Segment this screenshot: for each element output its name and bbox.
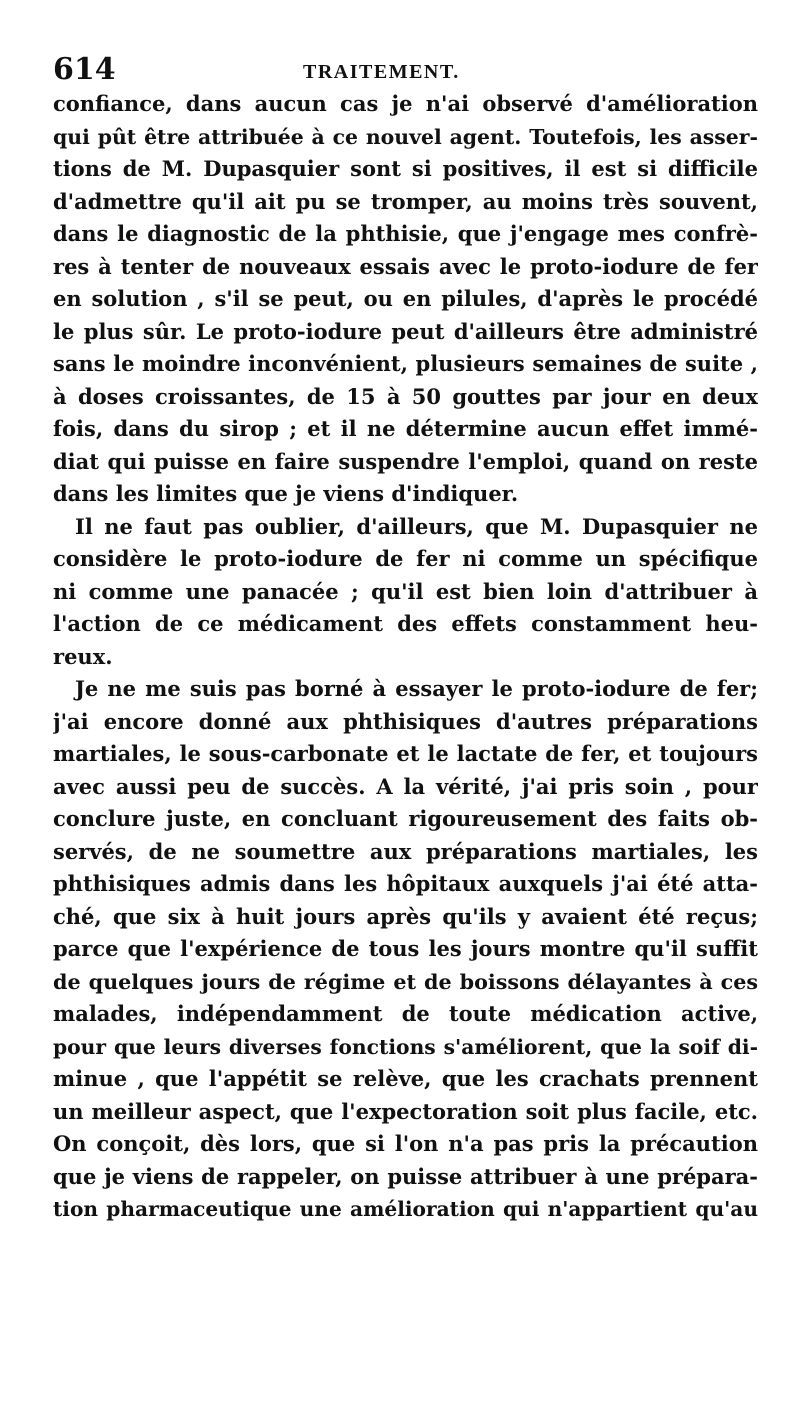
text-line: pour que leurs diverses fonctions s'améliorent, que la soif di-	[53, 1034, 758, 1059]
text-line: avec aussi peu de succès. A la vérité, j'ai pris soin , pour	[53, 773, 758, 799]
text-line: ché, que six à huit jours après qu'ils y avaient été reçus;	[53, 903, 758, 929]
text-line: confiance, dans aucun cas je n'ai observé d'amélioration	[53, 91, 758, 116]
text-line: de quelques jours de régime et de boissons délayantes à ces	[53, 969, 758, 994]
text-line: malades, indépendamment de toute médication active,	[53, 1001, 758, 1026]
body-text	[53, 88, 758, 1226]
text-line: parce que l'expérience de tous les jours montre qu'il suffit	[53, 936, 758, 961]
running-head: TRAITEMENT.	[303, 61, 460, 83]
paragraph-end-line: dans les limites que je viens d'indiquer.	[53, 481, 519, 506]
page-number: 614	[53, 52, 116, 87]
text-line: que je viens de rappeler, on puisse attribuer à une prépara-	[53, 1163, 758, 1189]
text-line: servés, de ne soumettre aux préparations martiales, les	[53, 838, 758, 864]
text-line: un meilleur aspect, que l'expectoration soit plus facile, etc.	[53, 1098, 758, 1124]
text-line: tions de M. Dupasquier sont si positives, il est si difficile	[53, 156, 758, 181]
text-line: d'admettre qu'il ait pu se tromper, au moins très souvent,	[53, 188, 758, 214]
text-line: tion pharmaceutique une amélioration qui n'appartient qu'au	[53, 1197, 758, 1221]
text-line: dans le diagnostic de la phthisie, que j'engage mes confrè-	[53, 221, 758, 246]
text-line: fois, dans du sirop ; et il ne détermine aucun effet immé-	[53, 416, 758, 441]
text-line: ni comme une panacée ; qu'il est bien loin d'attribuer à	[53, 578, 758, 604]
text-line: minue , que l'appétit se relève, que les crachats prennent	[53, 1066, 758, 1091]
text-line: l'action de ce médicament des effets constamment heu-	[53, 611, 758, 636]
paragraph-start-line: Il ne faut pas oublier, d'ailleurs, que M. Dupasquier ne	[75, 513, 758, 539]
text-line: On conçoit, dès lors, que si l'on n'a pas pris la précaution	[53, 1131, 758, 1156]
text-line: considère le proto-iodure de fer ni comme un spécifique	[53, 546, 758, 571]
text-line: qui pût être attribuée à ce nouvel agent. Toutefois, les asser-	[53, 124, 758, 149]
text-line: en solution , s'il se peut, ou en pilules, d'après le procédé	[53, 286, 758, 311]
text-line: j'ai encore donné aux phthisiques d'autres préparations	[53, 708, 758, 734]
text-line: le plus sûr. Le proto-iodure peut d'ailleurs être administré	[53, 318, 758, 344]
text-line: diat qui puisse en faire suspendre l'emploi, quand on reste	[53, 448, 758, 474]
text-line: martiales, le sous-carbonate et le lactate de fer, et toujours	[53, 741, 758, 766]
page-header	[53, 50, 758, 90]
paragraph-start-line: Je ne me suis pas borné à essayer le proto-iodure de fer;	[75, 676, 758, 701]
text-line: res à tenter de nouveaux essais avec le proto-iodure de fer	[53, 253, 758, 279]
paragraph-end-line: reux.	[53, 643, 113, 669]
text-line: conclure juste, en concluant rigoureusement des faits ob-	[53, 806, 758, 831]
text-line: à doses croissantes, de 15 à 50 gouttes par jour en deux	[53, 383, 758, 409]
text-line: sans le moindre inconvénient, plusieurs semaines de suite ,	[53, 351, 758, 376]
text-line: phthisiques admis dans les hôpitaux auxquels j'ai été atta-	[53, 871, 758, 896]
